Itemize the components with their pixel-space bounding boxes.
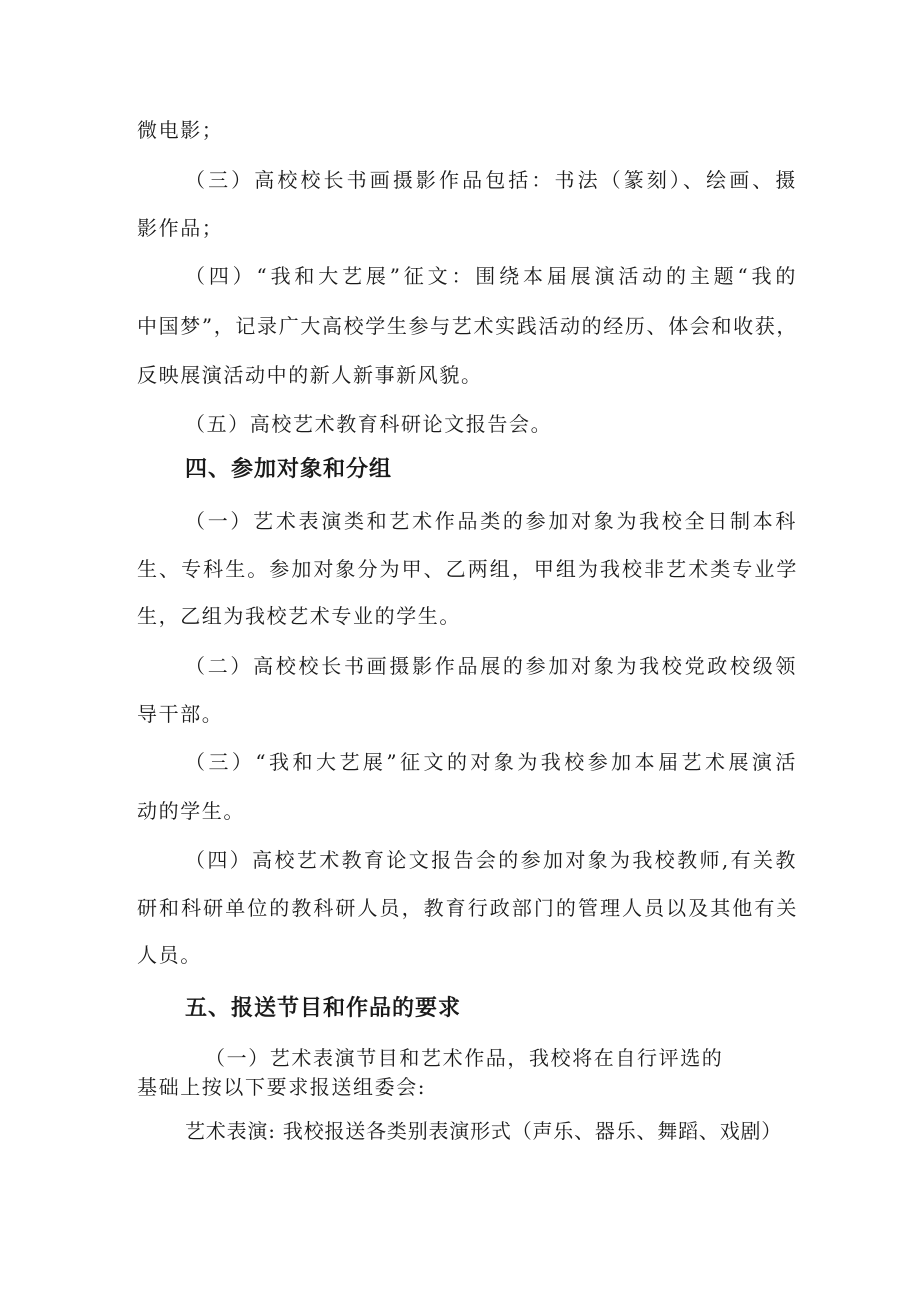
paragraph-line: （四）高校艺术教育论文报告会的参加对象为我校教师,有关教 <box>185 848 797 872</box>
text-line: 中国梦”，记录广大高校学生参与艺术实践活动的经历、体会和收获， <box>137 314 797 338</box>
paragraph-line: （一）艺术表演类和艺术作品类的参加对象为我校全日制本科 <box>185 509 797 533</box>
section-heading: 四、参加对象和分组 <box>185 457 393 482</box>
paragraph-line: （二）高校校长书画摄影作品展的参加对象为我校党政校级领 <box>185 654 797 678</box>
text-line: 导干部。 <box>137 702 224 726</box>
paragraph-line: （三）高校校长书画摄影作品包括：书法（篆刻）、绘画、摄 <box>185 168 797 192</box>
text-line: 生、专科生。参加对象分为甲、乙两组，甲组为我校非艺术类专业学 <box>137 557 797 581</box>
section-heading: 五、报送节目和作品的要求 <box>185 996 462 1021</box>
text-line: 反映展演活动中的新人新事新风貌。 <box>137 363 483 387</box>
text-line: 微电影； <box>137 118 224 142</box>
text-line: 基础上按以下要求报送组委会: <box>137 1075 427 1099</box>
paragraph-line: （一）艺术表演节目和艺术作品，我校将在自行评选的 <box>205 1046 724 1070</box>
paragraph-line: （四）“我和大艺展”征文：围绕本届展演活动的主题“我的 <box>185 264 797 288</box>
text-line: 影作品； <box>137 216 224 240</box>
text-line: 人员。 <box>137 943 202 967</box>
paragraph-line: （五）高校艺术教育科研论文报告会。 <box>185 412 553 436</box>
text-line: 生，乙组为我校艺术专业的学生。 <box>137 604 461 628</box>
text-line: 研和科研单位的教科研人员，教育行政部门的管理人员以及其他有关 <box>137 896 797 920</box>
paragraph-line: （三）“我和大艺展”征文的对象为我校参加本届艺术展演活 <box>185 750 797 774</box>
paragraph-line: 艺术表演: 我校报送各类别表演形式（声乐、器乐、舞蹈、戏剧） <box>185 1119 783 1143</box>
text-line: 动的学生。 <box>137 799 245 823</box>
